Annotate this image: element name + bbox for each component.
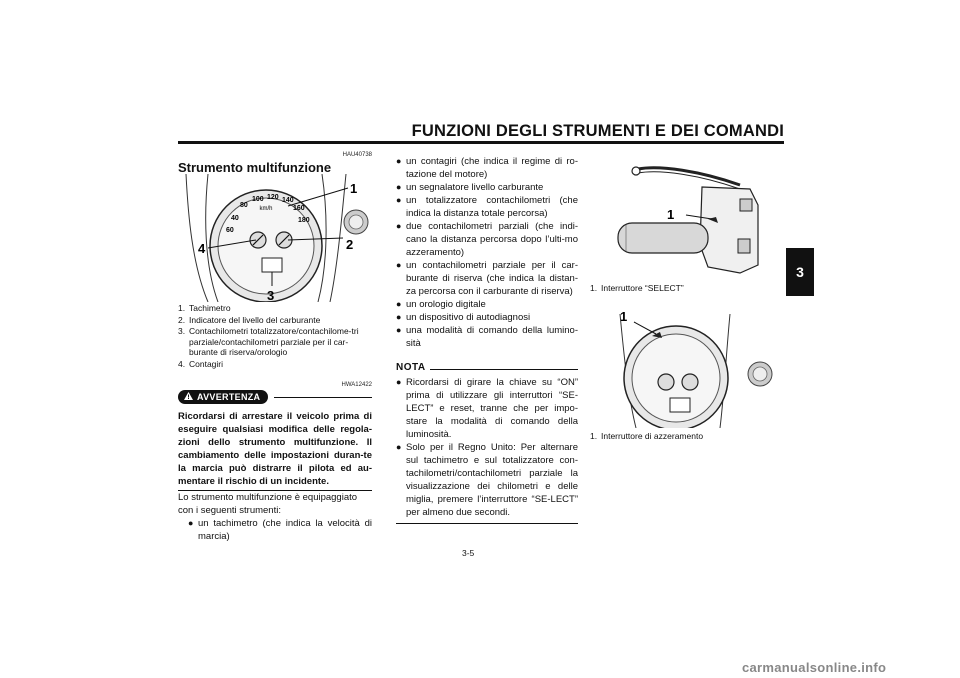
callout-1: 1: [620, 309, 628, 324]
callout-1: 1: [350, 181, 358, 196]
figure-caption: 1. Interruttore “SELECT”: [590, 283, 684, 293]
section-heading: Strumento multifunzione: [178, 160, 332, 175]
callout-4: 4: [198, 241, 206, 256]
select-switch-figure: [590, 155, 782, 277]
list-item: ● un tachimetro (che indica la velocità di marcia): [188, 518, 372, 542]
warning-box: [178, 390, 372, 491]
list-item: ● un orologio digitale: [396, 299, 486, 310]
list-item: ● un contagiri (che indica il regime di ro-tazione del motore): [396, 156, 578, 180]
dial-tick: 100: [252, 196, 264, 203]
dial-tick: 120: [267, 194, 279, 201]
callout-2: 2: [346, 237, 354, 252]
watermark: carmanualsonline.info: [742, 660, 887, 675]
callout-3: 3: [267, 288, 275, 302]
dial-tick: 80: [240, 202, 248, 209]
dial-tick: 40: [231, 215, 239, 222]
dial-unit-label: km/h: [259, 206, 273, 212]
multifunction-meter-figure: [178, 174, 372, 302]
figure-caption: 1. Interruttore di azzeramento: [590, 431, 704, 441]
list-item: ● due contachilometri parziali (che indi-cano la distanza percorsa dopo l’ulti-mo azzeramento): [396, 221, 578, 258]
doc-code: HWA12422: [341, 382, 372, 388]
intro-text: Lo strumento multifunzione è equipaggiato con i seguenti strumenti:: [178, 492, 358, 516]
list-item: ● Solo per il Regno Unito: Per alternare sul tachimetro e sul totalizzatore con-tachilometri/contachilometri parziale la visualizzazione dei chilometri e delle miglia, premere l’interruttore “SE-LECT” per almeno due secondi.: [396, 442, 578, 518]
list-item: ● un contachilometri parziale per il car-burante di riserva (che indica la distan-za percorsa con il carburante di riserva): [396, 260, 578, 297]
header-rule: [178, 141, 784, 144]
dial-tick: 160: [293, 205, 305, 212]
middle-bullet-list: [396, 155, 578, 350]
warning-triangle-icon: [184, 392, 193, 402]
dial-tick: 180: [298, 217, 310, 224]
list-item: ● un dispositivo di autodiagnosi: [396, 312, 531, 323]
warning-text: Ricordarsi di arrestare il veicolo prima di eseguire qualsiasi modifica delle regola-zioni dello strumento multifunzione. Il cambiamento delle impostazioni duran-te la marcia può distrarre il pilota ed au-mentare il rischio di un incidente.: [178, 411, 372, 487]
page-number: 3-5: [462, 548, 475, 558]
nota-box: [396, 362, 578, 524]
figure-captions: 1. Tachimetro 2. Indicatore del livello del carburante 3. Contachilometri totalizzatore/contachilome-tri parziale/contachilometri parziale per il car-burante di riserva/orologio 4. Contagiri: [178, 303, 359, 369]
page-header-title: FUNZIONI DEGLI STRUMENTI E DEI COMANDI: [411, 122, 784, 140]
dial-tick: 140: [282, 197, 294, 204]
doc-code: HAU40738: [342, 152, 372, 158]
list-item: ● un segnalatore livello carburante: [396, 182, 544, 193]
lcd-display: [262, 258, 282, 272]
list-item: ● un totalizzatore contachilometri (che indica la distanza totale percorsa): [396, 195, 578, 219]
reset-switch-figure: [590, 306, 782, 428]
callout-1: 1: [667, 207, 675, 222]
chapter-tab: 3: [786, 248, 814, 296]
list-item: ● Ricordarsi di girare la chiave su “ON” prima di utilizzare gli interruttori “SE-LECT” e reset, tranne che per impo-stare la modalità di comando della luminosità.: [396, 377, 578, 440]
dial-tick: 60: [226, 227, 234, 234]
nota-title: NOTA: [396, 362, 426, 373]
warning-label: AVVERTENZA: [178, 390, 268, 404]
list-item: ● una modalità di comando della lumino-sità: [396, 325, 578, 349]
left-bullet-list: [188, 517, 372, 543]
